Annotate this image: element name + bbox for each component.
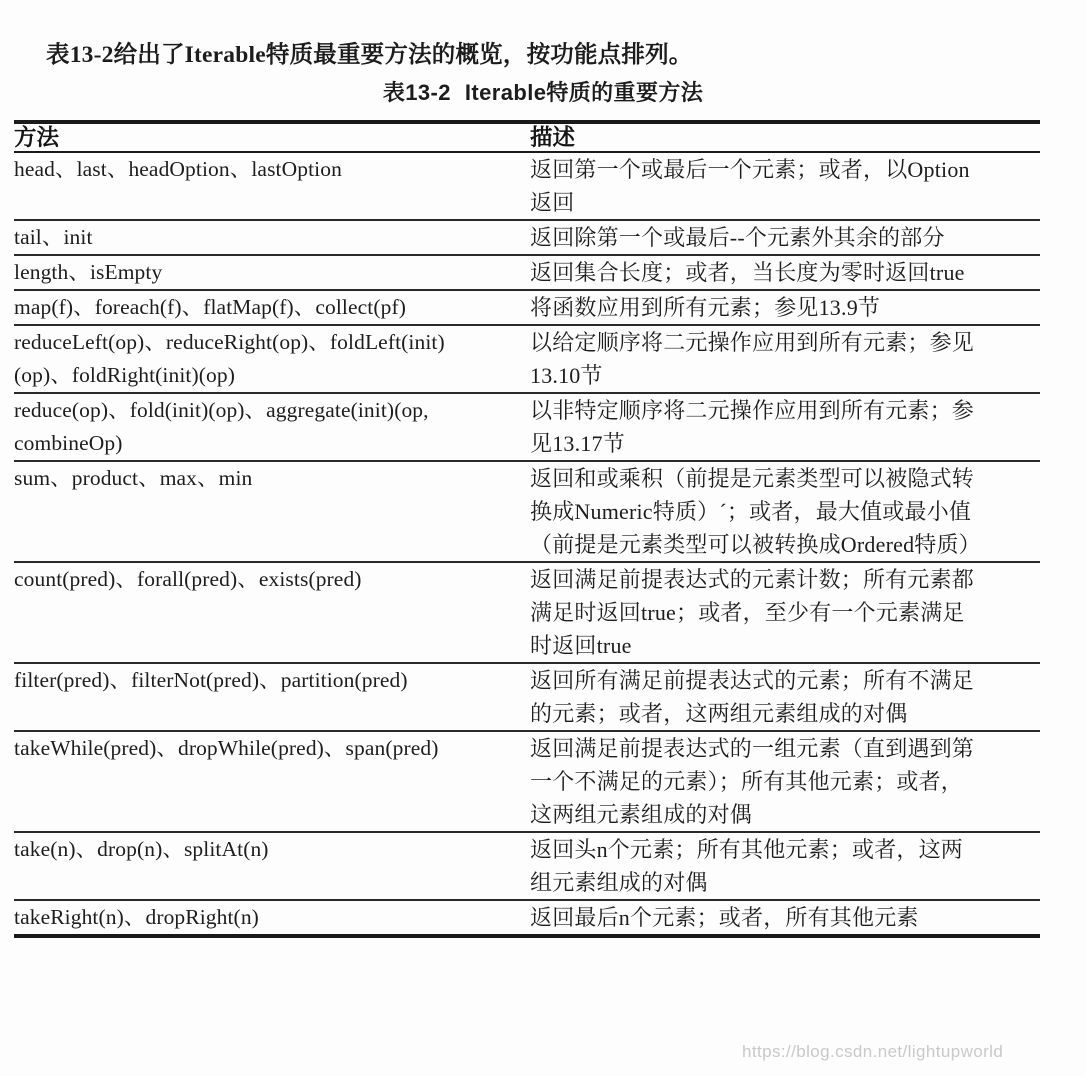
- description-cell: [530, 462, 1040, 561]
- method-cell: [14, 291, 530, 324]
- description-cell: [530, 664, 1040, 730]
- table-row: [14, 901, 1040, 934]
- description-line: 13.10节: [530, 363, 603, 388]
- description-line: 将函数应用到所有元素；参见13.9节: [530, 295, 881, 320]
- description-line: 时返回true: [530, 633, 632, 658]
- method-line: tail、init: [14, 225, 93, 249]
- table-row: [14, 256, 1040, 289]
- watermark: https://blog.csdn.net/lightupworld: [742, 1042, 1004, 1061]
- table-body: [14, 152, 1040, 934]
- description-line: 以给定顺序将二元操作应用到所有元素；参见: [530, 330, 975, 355]
- description-cell: [530, 833, 1040, 899]
- method-cell: [14, 153, 530, 219]
- table-row: [14, 394, 1040, 460]
- method-cell: [14, 563, 530, 662]
- table-row: [14, 153, 1040, 219]
- method-line: takeWhile(pred)、dropWhile(pred)、span(pred): [14, 736, 439, 760]
- method-cell: [14, 326, 530, 392]
- method-line: take(n)、drop(n)、splitAt(n): [14, 837, 269, 861]
- method-cell: [14, 664, 530, 730]
- column-header-description: 描述: [530, 125, 576, 150]
- method-line: sum、product、max、min: [14, 466, 253, 490]
- method-cell: [14, 732, 530, 831]
- column-header-method: 方法: [14, 125, 60, 150]
- description-cell: [530, 563, 1040, 662]
- caption-title: Iterable特质的重要方法: [464, 80, 704, 105]
- method-line: map(f)、foreach(f)、flatMap(f)、collect(pf): [14, 295, 406, 319]
- table-row: [14, 732, 1040, 831]
- method-cell: [14, 221, 530, 254]
- methods-table-container: [14, 120, 1040, 938]
- description-line: 这两组元素组成的对偶: [530, 802, 753, 827]
- description-cell: [530, 394, 1040, 460]
- description-line: 返回满足前提表达式的一组元素（直到遇到第: [530, 736, 975, 761]
- method-cell: [14, 394, 530, 460]
- table-row: [14, 326, 1040, 392]
- method-line: count(pred)、forall(pred)、exists(pred): [14, 567, 362, 591]
- description-line: 返回所有满足前提表达式的元素；所有不满足: [530, 668, 975, 693]
- table-caption: [0, 76, 1086, 107]
- description-cell: [530, 901, 1040, 934]
- description-cell: [530, 326, 1040, 392]
- table-row: [14, 221, 1040, 254]
- description-cell: [530, 221, 1040, 254]
- description-line: 返回头n个元素；所有其他元素；或者，这两: [530, 837, 964, 862]
- method-cell: [14, 833, 530, 899]
- method-cell: [14, 901, 530, 934]
- table-header: [14, 124, 1040, 152]
- description-line: 返回最后n个元素；或者，所有其他元素: [530, 905, 919, 930]
- table-row: [14, 664, 1040, 730]
- method-line: reduce(op)、fold(init)(op)、aggregate(init)(op,: [14, 398, 429, 422]
- description-cell: [530, 153, 1040, 219]
- table-header-row: [14, 124, 1040, 152]
- description-line: 组元素组成的对偶: [530, 870, 708, 895]
- table-bottom-rule: [14, 934, 1040, 938]
- method-line: head、last、headOption、lastOption: [14, 157, 342, 181]
- description-line: 的元素；或者，这两组元素组成的对偶: [530, 701, 908, 726]
- method-line: length、isEmpty: [14, 260, 163, 284]
- method-line: reduceLeft(op)、reduceRight(op)、foldLeft(init): [14, 330, 445, 354]
- table-row: [14, 291, 1040, 324]
- method-line: (op)、foldRight(init)(op): [14, 363, 235, 387]
- table-row: [14, 462, 1040, 561]
- methods-table: [14, 124, 1040, 934]
- intro-paragraph: 表13-2给出了Iterable特质最重要方法的概览，按功能点排列。: [46, 41, 693, 68]
- description-line: 返回: [530, 190, 575, 215]
- description-line: 以非特定顺序将二元操作应用到所有元素；参: [530, 398, 975, 423]
- description-cell: [530, 732, 1040, 831]
- description-line: 返回和或乘积（前提是元素类型可以被隐式转: [530, 466, 975, 491]
- description-cell: [530, 256, 1040, 289]
- table-row: [14, 833, 1040, 899]
- description-line: 见13.17节: [530, 431, 625, 456]
- method-line: filter(pred)、filterNot(pred)、partition(pred): [14, 668, 408, 692]
- description-line: 返回除第一个或最后--个元素外其余的部分: [530, 225, 945, 250]
- table-row: [14, 563, 1040, 662]
- method-cell: [14, 256, 530, 289]
- description-line: 满足时返回true；或者，至少有一个元素满足: [530, 600, 965, 625]
- method-cell: [14, 462, 530, 561]
- description-line: 返回第一个或最后一个元素；或者，以Option: [530, 157, 970, 182]
- description-line: 返回集合长度；或者，当长度为零时返回true: [530, 260, 965, 285]
- description-line: （前提是元素类型可以被转换成Ordered特质）: [530, 532, 981, 557]
- description-line: 换成Numeric特质）ˊ；或者，最大值或最小值: [530, 499, 972, 524]
- description-cell: [530, 291, 1040, 324]
- description-line: 一个不满足的元素）；所有其他元素；或者，: [530, 769, 964, 794]
- method-line: takeRight(n)、dropRight(n): [14, 905, 259, 929]
- method-line: combineOp): [14, 431, 123, 455]
- description-line: 返回满足前提表达式的元素计数；所有元素都: [530, 567, 975, 592]
- caption-label: 表13-2: [382, 80, 451, 105]
